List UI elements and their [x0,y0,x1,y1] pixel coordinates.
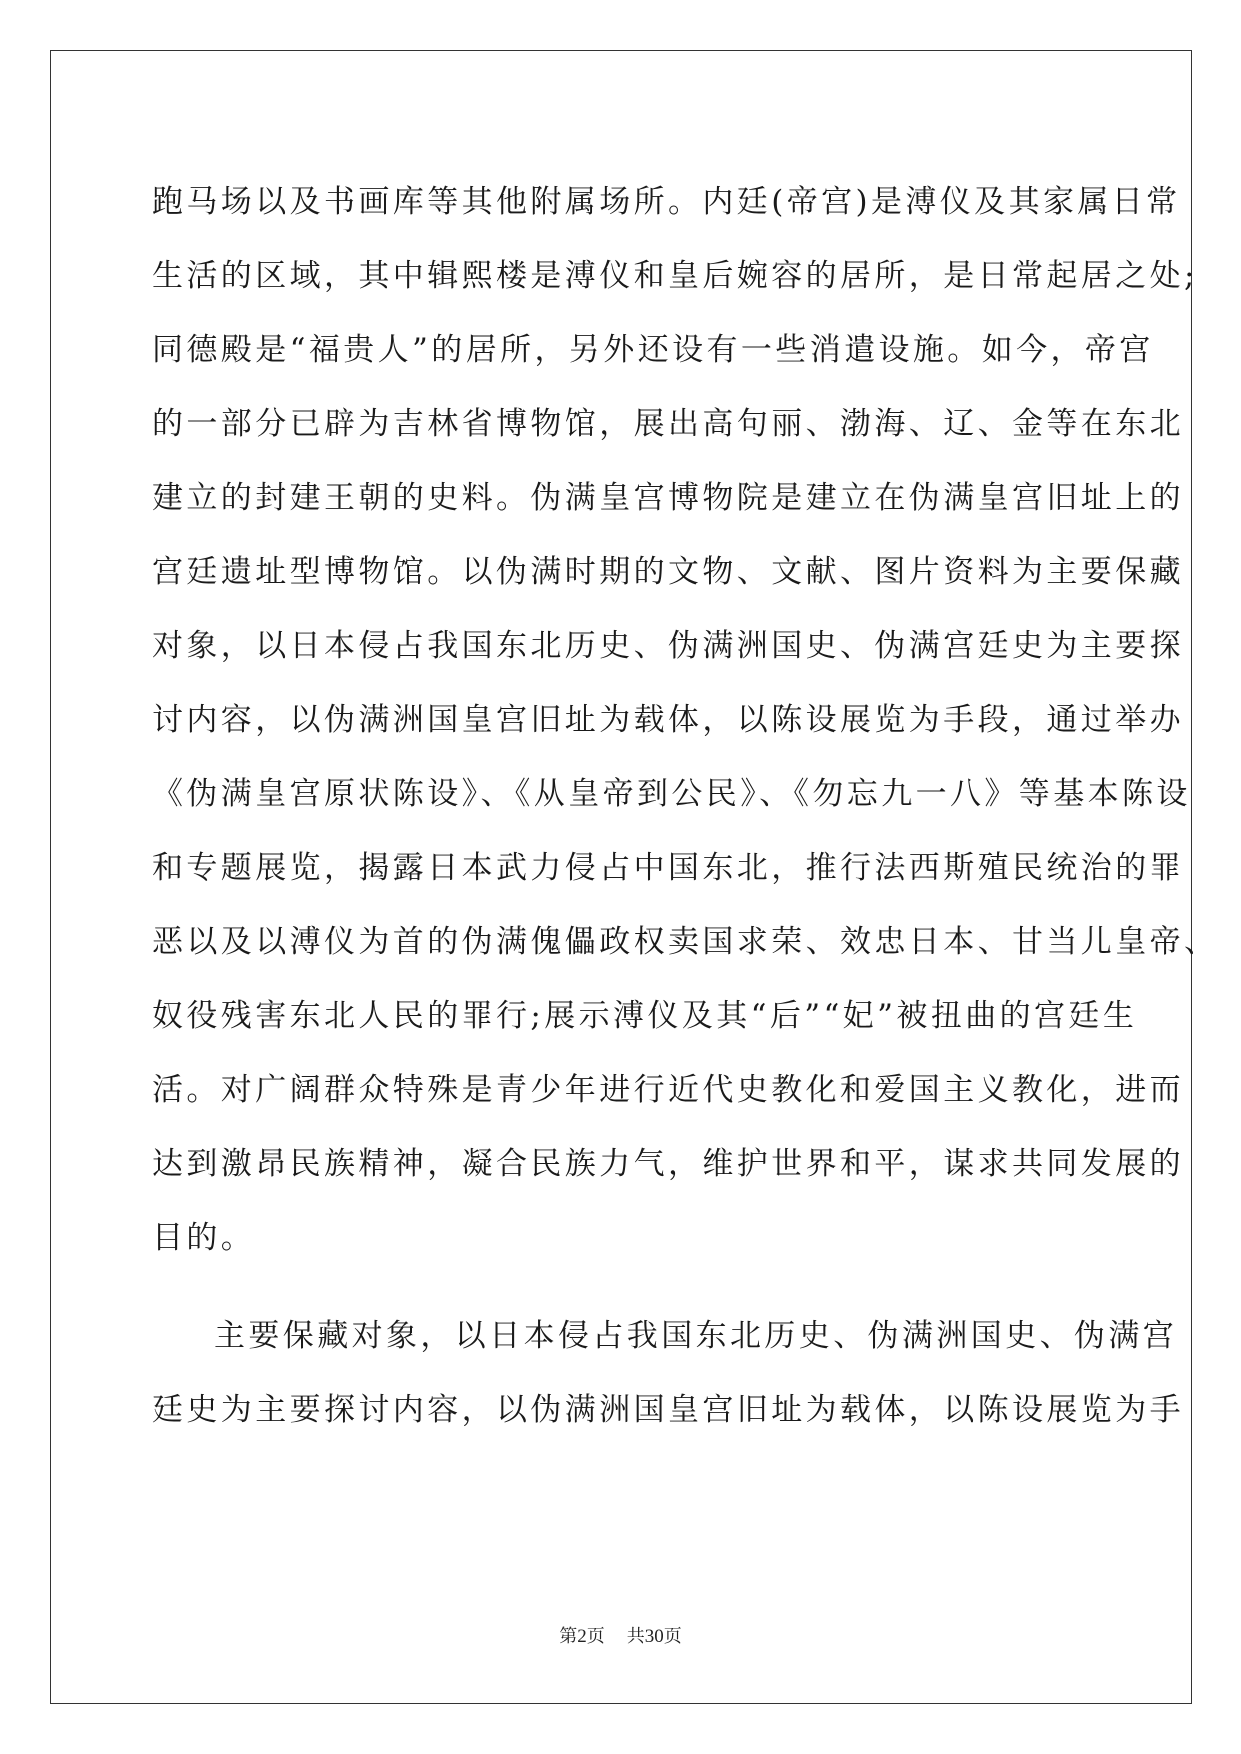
page-footer [0,1622,1241,1648]
page-label-suffix: 页 [586,1626,605,1647]
text-line: 宫廷遗址型博物馆。以伪满时期的文物、文献、图片资料为主要保藏 [152,554,1184,590]
text-line: 生活的区域，其中辑熙楼是溥仪和皇后婉容的居所，是日常起居之处; [152,258,1198,294]
text-line: 建立的封建王朝的史料。伪满皇宫博物院是建立在伪满皇宫旧址上的 [152,480,1184,516]
text-line: 对象，以日本侵占我国东北历史、伪满洲国史、伪满宫廷史为主要探 [152,628,1184,664]
total-label-suffix: 页 [663,1626,682,1647]
text-line: 恶以及以溥仪为首的伪满傀儡政权卖国求荣、效忠日本、甘当儿皇帝、 [152,924,1219,960]
text-line: 奴役残害东北人民的罪行;展示溥仪及其“后”“妃”被扭曲的宫廷生 [152,998,1138,1034]
text-line: 跑马场以及书画库等其他附属场所。内廷(帝宫)是溥仪及其家属日常 [152,184,1181,220]
text-line: 活。对广阔群众特殊是青少年进行近代史教化和爱国主义教化，进而 [152,1072,1184,1108]
paragraph-1 [152,165,1219,1275]
page-label-prefix: 第 [559,1626,578,1647]
text-line: 讨内容，以伪满洲国皇宫旧址为载体，以陈设展览为手段，通过举办 [152,702,1184,738]
text-line: 达到激昂民族精神，凝合民族力气，维护世界和平，谋求共同发展的 [152,1146,1184,1182]
text-line: 廷史为主要探讨内容，以伪满洲国皇宫旧址为载体，以陈设展览为手 [152,1392,1184,1428]
paragraph-2 [152,1299,1184,1447]
text-line: 目的。 [152,1220,256,1256]
total-page-number: 30 [644,1626,664,1647]
text-line: 《伪满皇宫原状陈设》、《从皇帝到公民》、《勿忘九一八》等基本陈设 [152,776,1191,812]
text-line: 和专题展览，揭露日本武力侵占中国东北，推行法西斯殖民统治的罪 [152,850,1184,886]
text-line: 同德殿是“福贵人”的居所，另外还设有一些消遣设施。如今，帝宫 [152,332,1154,368]
text-line: 主要保藏对象，以日本侵占我国东北历史、伪满洲国史、伪满宫 [214,1318,1178,1354]
text-line: 的一部分已辟为吉林省博物馆，展出高句丽、渤海、辽、金等在东北 [152,406,1184,442]
current-page-number: 2 [577,1626,587,1647]
paragraph-spacing [152,1275,1092,1299]
document-body [152,165,1219,1447]
total-label-prefix: 共 [626,1626,645,1647]
